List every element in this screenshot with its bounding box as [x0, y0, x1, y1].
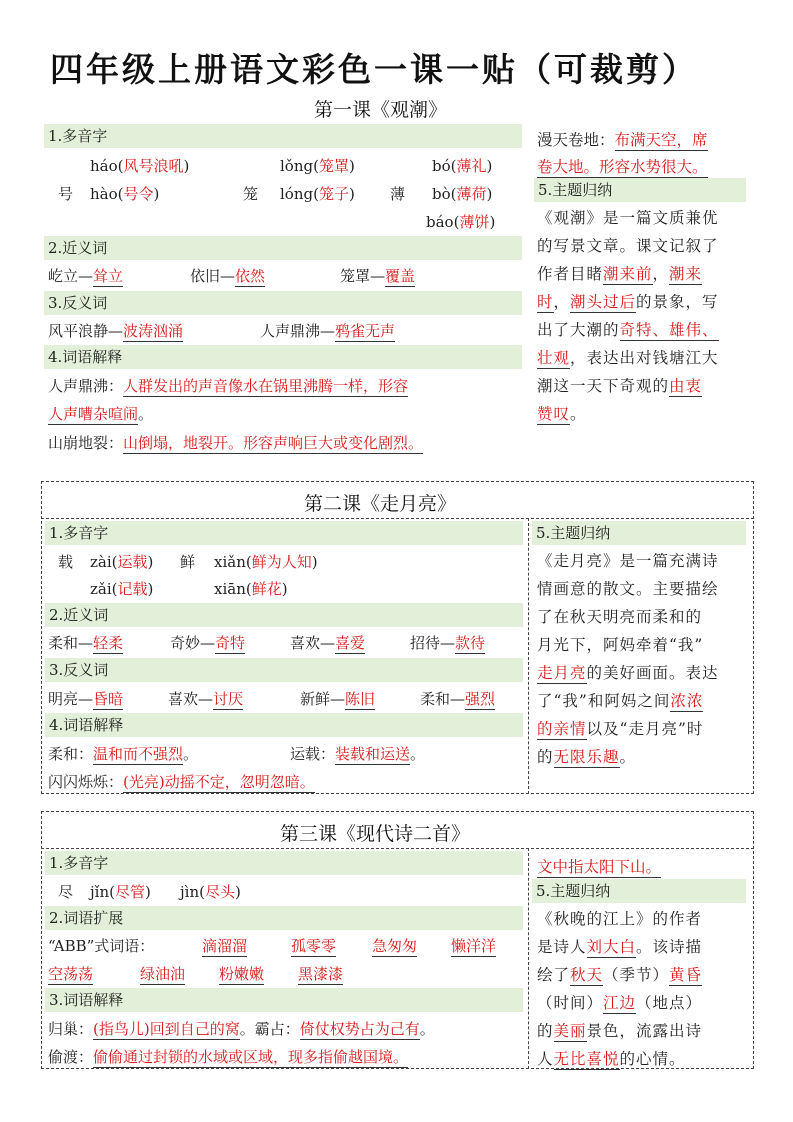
l1-bao-reading-2: bò(薄荷) — [432, 185, 493, 203]
l2-section-theme: 5.主题归纳 — [532, 521, 746, 545]
l2-section-antonyms: 3.反义词 — [45, 658, 523, 682]
l1-synonym-1: 屹立—耸立 — [48, 267, 124, 285]
l2-zai-reading-1: zài(运载) — [90, 553, 154, 571]
l2-antonym-1: 明亮—昏暗 — [48, 690, 124, 708]
l1-char-bao: 薄 — [390, 185, 406, 203]
l3-jin-reading-1: jǐn(尽管) — [90, 883, 151, 901]
l3-abb-word-6: 绿油油 — [140, 965, 186, 983]
l1-section-explanations: 4.词语解释 — [44, 345, 522, 369]
l3-abb-word-5: 空荡荡 — [48, 965, 94, 983]
l1-hao-reading-1: háo(风号浪吼) — [90, 157, 190, 175]
lesson3-title-divider — [41, 848, 754, 849]
l1-char-hao: 号 — [58, 185, 74, 203]
l2-zai-reading-2: zǎi(记载) — [90, 580, 154, 598]
l2-section-explanations: 4.词语解释 — [45, 713, 523, 737]
l3-char-jin: 尽 — [58, 883, 74, 901]
l2-section-polyphone: 1.多音字 — [45, 521, 523, 545]
l1-long-reading-2: lóng(笼子) — [280, 185, 355, 203]
l3-abb-label: “ABB”式词语： — [48, 937, 155, 955]
l1-bao-reading-3: báo(薄饼) — [426, 213, 496, 231]
l2-xian-reading-1: xiǎn(鲜为人知) — [214, 553, 318, 571]
l3-explain-2: 偷渡：偷偷通过封锁的水域或区域，现多指偷越国境。 — [48, 1048, 409, 1066]
l1-antonym-2: 人声鼎沸—鸦雀无声 — [260, 322, 396, 340]
l1-explain-3: 漫天卷地：布满天空，席 — [537, 131, 708, 149]
l3-abb-word-8: 黑漆漆 — [298, 965, 344, 983]
lesson1-title: 第一课《观潮》 — [314, 99, 448, 121]
l2-theme-text: 《走月亮》是一篇充满诗 情画意的散文。主要描绘 了在秋天明亮而柔和的 月光下，阿妈牵着“我” 走月亮的美好画面。表达 了“我”和阿妈之间浓浓 的亲情以及“走月亮”时 的无限乐趣。 — [537, 552, 719, 766]
l2-explain-2: 运载：装载和运送。 — [290, 745, 426, 763]
l2-xian-reading-2: xiān(鲜花) — [214, 580, 288, 598]
l2-explain-1: 柔和：温和而不强烈。 — [48, 745, 199, 763]
l3-abb-word-2: 孤零零 — [291, 937, 337, 955]
page-title: 四年级上册语文彩色一课一贴（可裁剪） — [50, 50, 698, 89]
l2-synonym-3: 喜欢—喜爱 — [290, 634, 366, 652]
l1-theme-text: 《观潮》是一篇文质兼优 的写景文章。课文记叙了 作者目睹潮来前，潮来 时，潮头过后的景象，写 出了大潮的奇特、雄伟、 壮观，表达出对钱塘江大 潮这一天下奇观的由衷 赞叹。 — [537, 209, 719, 423]
l2-antonym-2: 喜欢—讨厌 — [168, 690, 244, 708]
l2-char-zai: 载 — [58, 553, 74, 571]
l2-synonym-2: 奇妙—奇特 — [170, 634, 246, 652]
l3-abb-word-4: 懒洋洋 — [451, 937, 497, 955]
l2-synonym-4: 招待—款待 — [410, 634, 486, 652]
l1-section-synonyms: 2.近义词 — [44, 236, 522, 260]
l1-char-long: 笼 — [243, 185, 259, 203]
l1-section-polyphone: 1.多音字 — [44, 124, 522, 148]
lesson3-column-divider — [528, 848, 529, 1069]
lesson3-title: 第三课《现代诗二首》 — [280, 823, 471, 845]
l3-section-expansion: 2.词语扩展 — [45, 906, 523, 930]
l3-explain-1: 归巢：(指鸟儿)回到自己的窝。霸占：倚仗权势占为己有。 — [48, 1020, 435, 1038]
l2-synonym-1: 柔和—轻柔 — [48, 634, 124, 652]
l3-explain-3: 文中指太阳下山。 — [537, 858, 662, 876]
l1-explain-1: 人声鼎沸：人群发出的声音像水在锅里沸腾一样，形容 — [48, 377, 409, 395]
l1-explain-1-cont: 人声嘈杂喧闹。 — [48, 405, 154, 423]
l1-synonym-3: 笼罩—覆盖 — [340, 267, 416, 285]
lesson2-title: 第二课《走月亮》 — [304, 493, 457, 515]
l1-synonym-2: 依旧—依然 — [190, 267, 266, 285]
l1-antonym-1: 风平浪静—波涛汹涌 — [48, 322, 184, 340]
l2-explain-3: 闪闪烁烁：(光亮)动摇不定，忽明忽暗。 — [48, 773, 315, 791]
l1-long-reading-1: lǒng(笼罩) — [280, 157, 355, 175]
l1-explain-3-cont: 卷大地。形容水势很大。 — [537, 158, 708, 176]
l2-antonym-4: 柔和—强烈 — [420, 690, 496, 708]
l3-jin-reading-2: jìn(尽头) — [180, 883, 241, 901]
l1-explain-2: 山崩地裂：山倒塌，地裂开。形容声响巨大或变化剧烈。 — [48, 434, 424, 452]
l3-section-polyphone: 1.多音字 — [45, 851, 523, 875]
l3-section-theme: 5.主题归纳 — [532, 879, 746, 903]
l3-abb-word-1: 滴溜溜 — [202, 937, 248, 955]
lesson2-column-divider — [528, 518, 529, 794]
l1-section-antonyms: 3.反义词 — [44, 291, 522, 315]
l1-hao-reading-2: hào(号令) — [90, 185, 160, 203]
lesson2-title-divider — [41, 518, 754, 519]
l3-abb-word-3: 急匆匆 — [372, 937, 418, 955]
l3-abb-word-7: 粉嫩嫩 — [219, 965, 265, 983]
l1-bao-reading-1: bó(薄礼) — [432, 157, 493, 175]
l3-section-explanations: 3.词语解释 — [45, 988, 523, 1012]
l2-antonym-3: 新鲜—陈旧 — [300, 690, 376, 708]
l2-char-xian: 鲜 — [180, 553, 196, 571]
l1-section-theme: 5.主题归纳 — [534, 178, 746, 202]
l2-section-synonyms: 2.近义词 — [45, 603, 523, 627]
l3-theme-text: 《秋晚的江上》的作者 是诗人刘大白。该诗描 绘了秋天（季节）黄昏 （时间）江边（地点） 的美丽景色，流露出诗 人无比喜悦的心情。 — [537, 910, 703, 1068]
